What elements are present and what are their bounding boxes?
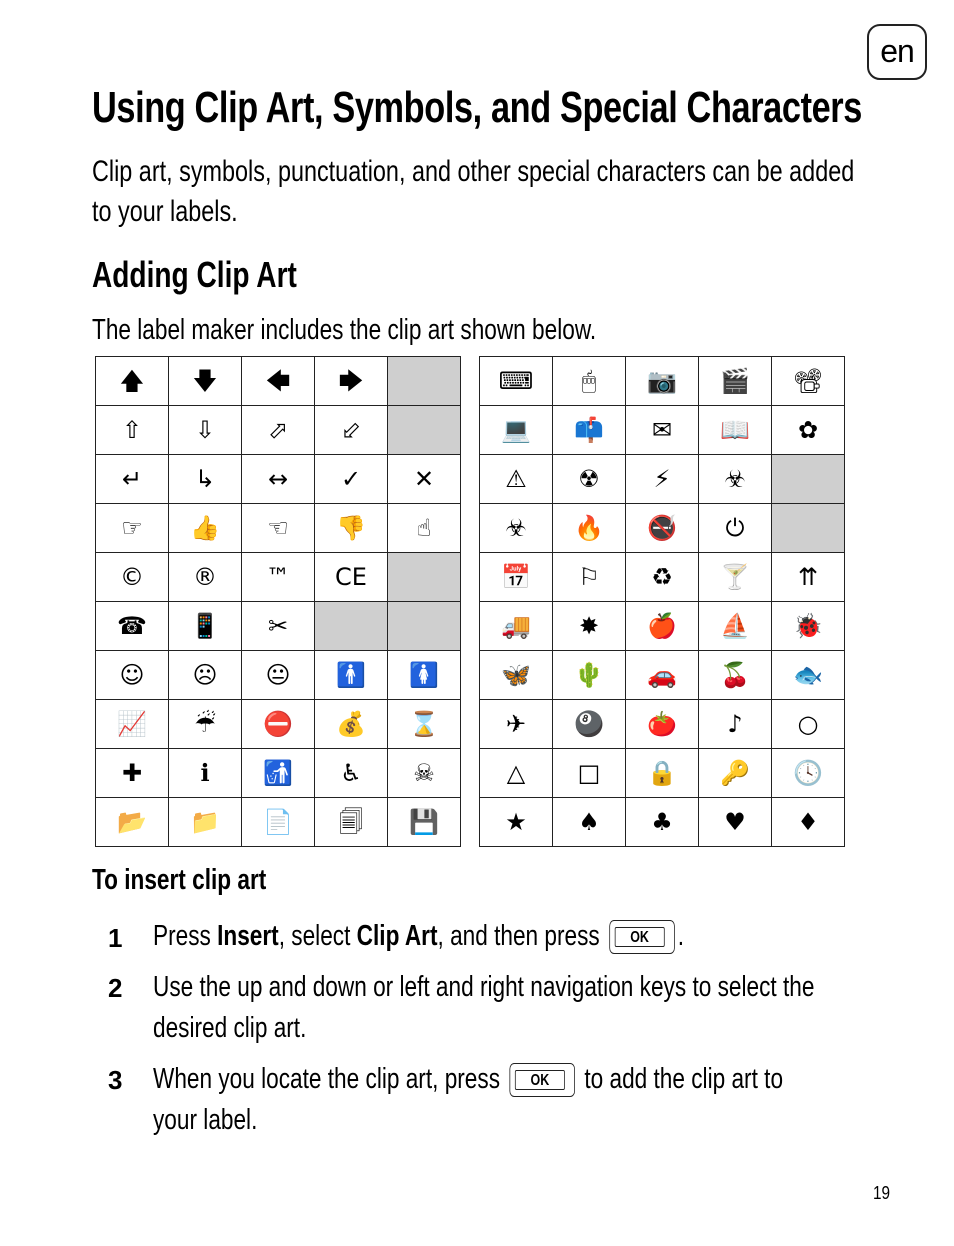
clipart-grid-left	[95, 356, 461, 847]
clipart-symbol-icon: 📄	[242, 798, 315, 847]
clipart-row	[480, 798, 845, 847]
clipart-row	[96, 700, 461, 749]
clipart-row	[480, 406, 845, 455]
clipart-row	[480, 504, 845, 553]
clipart-empty-cell	[772, 504, 845, 553]
clipart-symbol-icon: ⚡	[626, 455, 699, 504]
step-2: Use the up and down or left and right navigation keys to select the desired clip art.	[153, 971, 815, 1044]
clipart-grid-right	[479, 356, 845, 847]
clipart-symbol-icon: ♦	[772, 798, 845, 847]
clipart-symbol-icon: 🡆	[315, 357, 388, 406]
clipart-symbol-icon: ⬃	[315, 406, 388, 455]
step-text: Press	[153, 920, 218, 952]
clipart-symbol-icon: 🍅	[626, 700, 699, 749]
clipart-symbol-icon: ☣	[699, 455, 772, 504]
clipart-symbol-icon: 📖	[699, 406, 772, 455]
clipart-row	[480, 651, 845, 700]
ok-key-label: OK	[515, 1070, 565, 1090]
clipart-empty-cell	[388, 602, 461, 651]
clipart-symbol-icon: ☞	[96, 504, 169, 553]
clipart-row	[480, 749, 845, 798]
clipart-row	[480, 455, 845, 504]
clipart-symbol-icon: ⚠	[480, 455, 553, 504]
clipart-symbol-icon: □	[553, 749, 626, 798]
clipart-row	[96, 749, 461, 798]
clipart-symbol-icon: ☺	[96, 651, 169, 700]
section-text: The label maker includes the clip art shown below.	[92, 314, 597, 346]
ok-key-icon	[509, 1063, 575, 1097]
clipart-row	[96, 406, 461, 455]
clipart-symbol-icon: ↳	[169, 455, 242, 504]
ok-key-label: OK	[615, 927, 665, 947]
clipart-symbol-icon: 🍒	[699, 651, 772, 700]
clipart-row	[96, 553, 461, 602]
clipart-symbol-icon: ↔	[242, 455, 315, 504]
step-text: to add the clip art to your label.	[153, 1063, 784, 1136]
clipart-row	[96, 651, 461, 700]
clipart-symbol-icon: 🡅	[96, 357, 169, 406]
clipart-symbol-icon: 🍸	[699, 553, 772, 602]
step-text: .	[677, 920, 685, 952]
clipart-symbol-icon: ✈	[480, 700, 553, 749]
clipart-symbol-icon: 🚭	[626, 504, 699, 553]
clipart-symbol-icon: 📱	[169, 602, 242, 651]
clipart-symbol-icon: 🗐	[315, 798, 388, 847]
clipart-symbol-icon: ©	[96, 553, 169, 602]
step-number: 1	[108, 923, 123, 953]
howto-heading: To insert clip art	[92, 864, 267, 896]
clipart-symbol-icon: 🖱	[553, 357, 626, 406]
clipart-symbol-icon: 📂	[96, 798, 169, 847]
clipart-symbol-icon: 🡄	[242, 357, 315, 406]
clipart-symbol-icon: 🔥	[553, 504, 626, 553]
clipart-symbol-icon: ⛵	[699, 602, 772, 651]
clipart-empty-cell	[315, 602, 388, 651]
step-text: , select	[278, 920, 357, 952]
clipart-symbol-icon: ☢	[553, 455, 626, 504]
clipart-symbol-icon: 🔑	[699, 749, 772, 798]
page-number: 19	[873, 1183, 891, 1203]
step-text: , and then press	[437, 920, 607, 952]
clipart-symbol-icon: 📷	[626, 357, 699, 406]
clipart-symbol-icon: ☠	[388, 749, 461, 798]
clipart-symbol-icon: ♿	[315, 749, 388, 798]
clipart-empty-cell	[388, 553, 461, 602]
clipart-symbol-icon: ⌨	[480, 357, 553, 406]
clipart-row	[96, 455, 461, 504]
clipart-symbol-icon: 🦋	[480, 651, 553, 700]
clipart-row	[96, 798, 461, 847]
ok-key-icon	[609, 920, 675, 954]
clipart-symbol-icon: ⚐	[553, 553, 626, 602]
clipart-symbol-icon: 📈	[96, 700, 169, 749]
clipart-symbol-icon: ♪	[699, 700, 772, 749]
clipart-symbol-icon: 🚺	[388, 651, 461, 700]
clipart-symbol-icon: 📅	[480, 553, 553, 602]
clipart-row	[480, 602, 845, 651]
step-3	[153, 1059, 816, 1141]
clipart-symbol-icon: ℹ	[169, 749, 242, 798]
clipart-row	[480, 553, 845, 602]
clipart-row	[96, 602, 461, 651]
clipart-row	[480, 700, 845, 749]
clipart-symbol-icon: ™	[242, 553, 315, 602]
page-title: Using Clip Art, Symbols, and Special Characters	[92, 83, 862, 132]
clipart-symbol-icon: 🚹	[315, 651, 388, 700]
clipart-symbol-icon: 👍	[169, 504, 242, 553]
clipart-symbol-icon: 💾	[388, 798, 461, 847]
clipart-symbol-icon: ☜	[242, 504, 315, 553]
clipart-symbol-icon: ✕	[388, 455, 461, 504]
clipart-symbol-icon: ♥	[699, 798, 772, 847]
step-text: When you locate the clip art, press	[153, 1063, 507, 1095]
clipart-symbol-icon: ☎	[96, 602, 169, 651]
clipart-symbol-icon: ✓	[315, 455, 388, 504]
clipart-symbol-icon: ⏻	[699, 504, 772, 553]
clipart-symbol-icon: 🐞	[772, 602, 845, 651]
clipart-symbol-icon: ⇈	[772, 553, 845, 602]
clipart-symbol-icon: ☹	[169, 651, 242, 700]
clipart-symbol-icon: ☣	[480, 504, 553, 553]
clipart-symbol-icon: ♣	[626, 798, 699, 847]
clipart-symbol-icon: ○	[772, 700, 845, 749]
insert-key-name: Insert	[217, 920, 279, 952]
clipart-symbol-icon: ⌛	[388, 700, 461, 749]
clipart-symbol-icon: 🐟	[772, 651, 845, 700]
clipart-empty-cell	[388, 406, 461, 455]
clipart-symbol-icon: 🔒	[626, 749, 699, 798]
clipart-symbol-icon: 🎱	[553, 700, 626, 749]
clipart-symbol-icon: 💻	[480, 406, 553, 455]
clipart-row	[96, 357, 461, 406]
clipart-symbol-icon: 🚚	[480, 602, 553, 651]
clipart-symbol-icon: ♻	[626, 553, 699, 602]
clipart-row	[480, 357, 845, 406]
step-1	[153, 916, 855, 957]
clipart-symbol-icon: ★	[480, 798, 553, 847]
clipart-symbol-icon: CE	[315, 553, 388, 602]
section-heading: Adding Clip Art	[92, 254, 297, 295]
language-badge: en	[867, 24, 927, 80]
clipart-empty-cell	[772, 455, 845, 504]
clipart-symbol-icon: 📁	[169, 798, 242, 847]
step-number: 2	[108, 973, 123, 1003]
clipart-symbol-icon: ☝	[388, 504, 461, 553]
clipart-symbol-icon: ↵	[96, 455, 169, 504]
clipart-symbol-icon: ✿	[772, 406, 845, 455]
intro-paragraph: Clip art, symbols, punctuation, and other special characters can be added to your labels.	[92, 155, 855, 228]
clipart-symbol-icon: ✉	[626, 406, 699, 455]
clipart-symbol-icon: 🍎	[626, 602, 699, 651]
clipart-symbol-icon: 👎	[315, 504, 388, 553]
clip-art-option: Clip Art	[356, 920, 438, 952]
clipart-symbol-icon: 🕓	[772, 749, 845, 798]
clipart-symbol-icon: ⛔	[242, 700, 315, 749]
clipart-symbol-icon: ♠	[553, 798, 626, 847]
clipart-symbol-icon: ✂	[242, 602, 315, 651]
step-number: 3	[108, 1065, 123, 1095]
clipart-symbol-icon: △	[480, 749, 553, 798]
clipart-symbol-icon: ☔	[169, 700, 242, 749]
clipart-symbol-icon: ✚	[96, 749, 169, 798]
clipart-symbol-icon: ®	[169, 553, 242, 602]
clipart-empty-cell	[388, 357, 461, 406]
clipart-row	[96, 504, 461, 553]
clipart-symbol-icon: 📫	[553, 406, 626, 455]
clipart-symbol-icon: ⇧	[96, 406, 169, 455]
clipart-symbol-icon: 🎬	[699, 357, 772, 406]
clipart-symbol-icon: ⬀	[242, 406, 315, 455]
clipart-symbol-icon: 😐	[242, 651, 315, 700]
clipart-symbol-icon: 🚗	[626, 651, 699, 700]
clipart-symbol-icon: ✸	[553, 602, 626, 651]
clipart-symbol-icon: 🡇	[169, 357, 242, 406]
clipart-symbol-icon: 🚮	[242, 749, 315, 798]
clipart-symbol-icon: 💰	[315, 700, 388, 749]
clipart-symbol-icon: 🌵	[553, 651, 626, 700]
clipart-symbol-icon: ⇩	[169, 406, 242, 455]
clipart-symbol-icon: 📽	[772, 357, 845, 406]
